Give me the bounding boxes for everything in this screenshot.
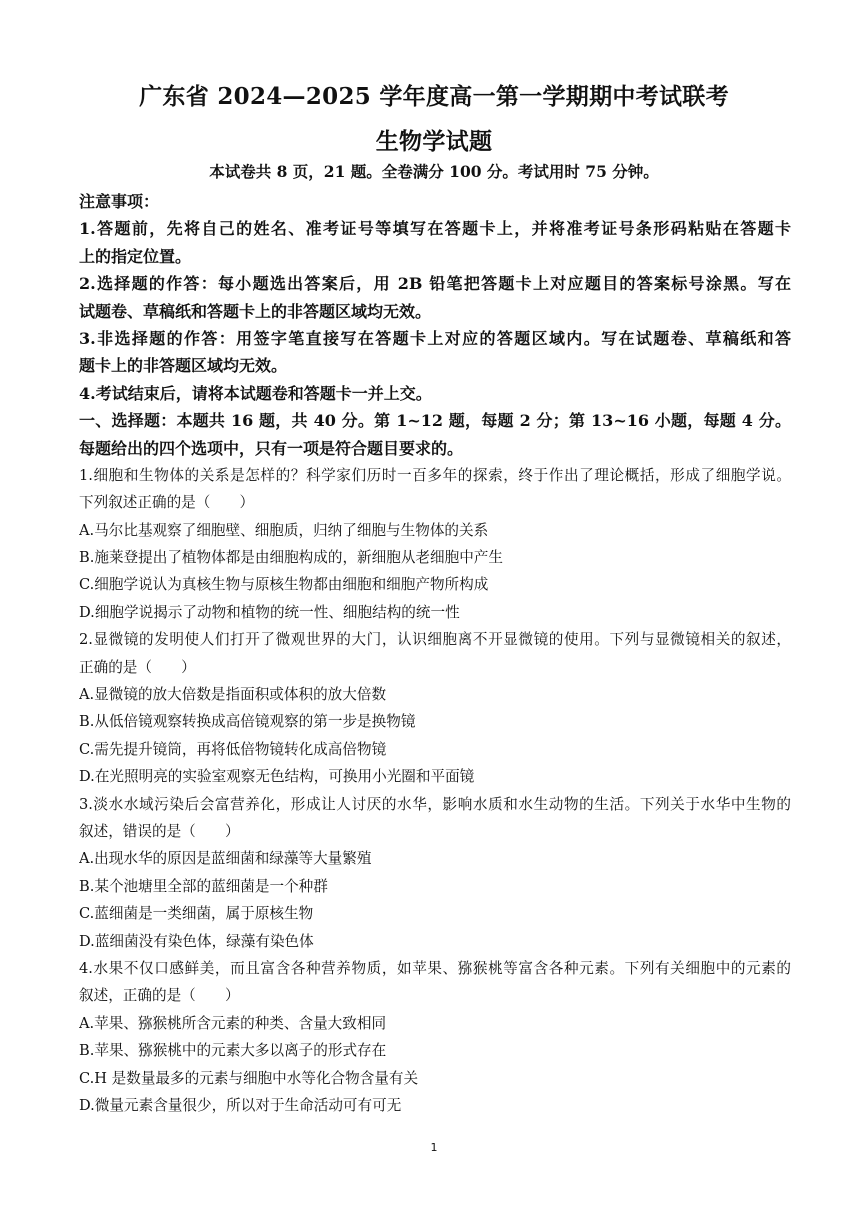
exam-body — [79, 188, 791, 1119]
question-stem: 正确的是（ ） — [79, 658, 196, 676]
question-stem: 叙述，错误的是（ ） — [79, 822, 240, 840]
option-b: B.施莱登提出了植物体都是由细胞构成的，新细胞从老细胞中产生 — [79, 549, 503, 567]
exam-info: 本试卷共 8 页，21 题。全卷满分 100 分。考试用时 75 分钟。 — [209, 162, 659, 181]
option-d: D.细胞学说揭示了动物和植物的统一性、细胞结构的统一性 — [79, 603, 460, 621]
question-stem: 3.淡水水域污染后会富营养化，形成让人讨厌的水华，影响水质和水生动物的生活。下列关于水华中生物的 — [79, 795, 791, 813]
question-stem: 1.细胞和生物体的关系是怎样的？科学家们历时一百多年的探索，终于作出了理论概括，形成了细胞学说。 — [79, 466, 791, 484]
question-3 — [79, 791, 791, 955]
option-d: D.在光照明亮的实验室观察无色结构，可换用小光圈和平面镜 — [79, 768, 475, 786]
option-a: A.马尔比基观察了细胞壁、细胞质，归纳了细胞与生物体的关系 — [79, 521, 489, 539]
question-stem: 下列叙述正确的是（ ） — [79, 494, 255, 512]
option-d: D.蓝细菌没有染色体，绿藻有染色体 — [79, 932, 314, 950]
question-stem: 4.水果不仅口感鲜美，而且富含各种营养物质，如苹果、猕猴桃等富含各种元素。下列有关细胞中的元素的 — [79, 959, 791, 977]
subject-title: 生物学试题 — [375, 128, 493, 155]
note-line: 1.答题前，先将自己的姓名、准考证号等填写在答题卡上，并将准考证号条形码粘贴在答题卡 — [79, 219, 791, 239]
note-line: 3.非选择题的作答：用签字笔直接写在答题卡上对应的答题区域内。写在试题卷、草稿纸和答 — [79, 328, 791, 348]
question-1 — [79, 462, 791, 626]
option-c: C.需先提升镜筒，再将低倍物镜转化成高倍物镜 — [79, 740, 387, 758]
note-line: 上的指定位置。 — [79, 246, 192, 266]
note-line: 试题卷、草稿纸和答题卡上的非答题区域均无效。 — [79, 301, 432, 321]
option-a: A.苹果、猕猴桃所含元素的种类、含量大致相同 — [79, 1014, 387, 1032]
option-b: B.从低倍镜观察转换成高倍镜观察的第一步是换物镜 — [79, 713, 416, 731]
exam-title: 广东省 2024—2025 学年度高一第一学期期中考试联考 — [139, 83, 729, 110]
note-line: 4.考试结束后，请将本试题卷和答题卡一并上交。 — [79, 383, 432, 403]
section-heading: 一、选择题：本题共 16 题，共 40 分。第 1~12 题，每题 2 分；第 13~16 小题，每题 4 分。 — [79, 411, 791, 431]
note-line: 题卡上的非答题区域均无效。 — [79, 356, 288, 376]
question-stem: 叙述，正确的是（ ） — [79, 987, 240, 1005]
section-heading-cont: 每题给出的四个选项中，只有一项是符合题目要求的。 — [79, 438, 464, 458]
option-a: A.出现水华的原因是蓝细菌和绿藻等大量繁殖 — [79, 850, 372, 868]
question-4 — [79, 955, 791, 1119]
option-c: C.蓝细菌是一类细菌，属于原核生物 — [79, 905, 314, 923]
option-a: A.显微镜的放大倍数是指面积或体积的放大倍数 — [79, 686, 387, 704]
page-number: 1 — [430, 1141, 438, 1154]
option-d: D.微量元素含量很少，所以对于生命活动可有可无 — [79, 1096, 402, 1114]
option-b: B.苹果、猕猴桃中的元素大多以离子的形式存在 — [79, 1042, 387, 1060]
option-c: C.H 是数量最多的元素与细胞中水等化合物含量有关 — [79, 1069, 419, 1087]
option-b: B.某个池塘里全部的蓝细菌是一个种群 — [79, 877, 328, 895]
notes-heading: 注意事项： — [79, 192, 160, 211]
note-line: 2.选择题的作答：每小题选出答案后，用 2B 铅笔把答题卡上对应题目的答案标号涂黑。写在 — [79, 274, 791, 294]
option-c: C.细胞学说认为真核生物与原核生物都由细胞和细胞产物所构成 — [79, 576, 489, 594]
question-stem: 2.显微镜的发明使人们打开了微观世界的大门，认识细胞离不开显微镜的使用。下列与显微镜相关的叙述， — [79, 631, 791, 649]
question-2 — [79, 626, 791, 790]
